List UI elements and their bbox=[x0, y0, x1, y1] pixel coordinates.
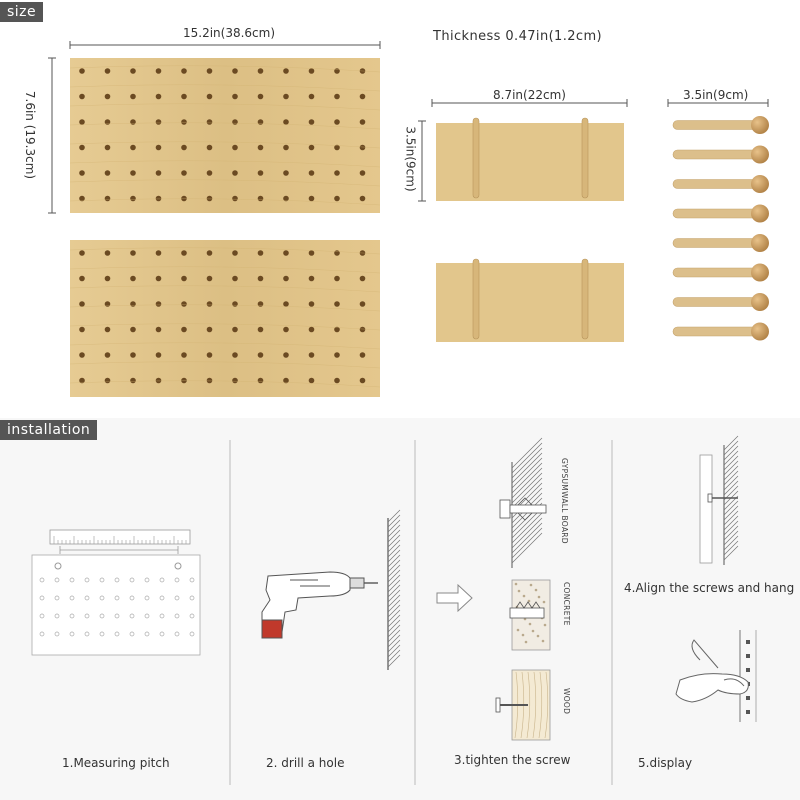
peg-hole bbox=[156, 196, 162, 202]
peg-hole bbox=[105, 327, 111, 333]
peg-hole bbox=[334, 378, 340, 384]
peg-hole bbox=[79, 352, 85, 358]
peg-hole bbox=[181, 378, 187, 384]
peg-hole bbox=[130, 119, 136, 125]
size-section-tag: size bbox=[0, 2, 43, 22]
peg-hole bbox=[334, 119, 340, 125]
peg-hole bbox=[181, 68, 187, 74]
peg-hole bbox=[283, 94, 289, 100]
peg-hole bbox=[130, 276, 136, 282]
peg-hole bbox=[207, 196, 213, 202]
peg-hole bbox=[156, 94, 162, 100]
peg-hole bbox=[360, 170, 366, 176]
shelf-bottom bbox=[436, 259, 624, 342]
peg-hole bbox=[309, 378, 315, 384]
wooden-peg bbox=[673, 234, 769, 252]
peg-hole bbox=[360, 196, 366, 202]
peg-hole bbox=[105, 250, 111, 256]
peg-hole bbox=[79, 327, 85, 333]
wooden-peg bbox=[673, 205, 769, 223]
shelf-top bbox=[436, 118, 624, 201]
wooden-peg bbox=[673, 293, 769, 311]
peg-hole bbox=[334, 94, 340, 100]
peg-hole bbox=[79, 276, 85, 282]
peg-hole bbox=[258, 170, 264, 176]
peg-hole bbox=[360, 301, 366, 307]
peg-hole bbox=[156, 352, 162, 358]
installation-section-tag: installation bbox=[0, 420, 97, 440]
peg-hole bbox=[258, 196, 264, 202]
peg-hole bbox=[130, 94, 136, 100]
concrete-label: CONCRETE bbox=[562, 582, 571, 626]
peg-hole bbox=[334, 352, 340, 358]
peg-hole bbox=[232, 276, 238, 282]
peg-hole bbox=[181, 276, 187, 282]
peg-hole bbox=[309, 276, 315, 282]
peg-hole bbox=[207, 276, 213, 282]
peg-hole bbox=[309, 196, 315, 202]
peg-hole bbox=[283, 327, 289, 333]
peg-hole bbox=[79, 119, 85, 125]
peg-hole bbox=[283, 250, 289, 256]
peg-hole bbox=[181, 94, 187, 100]
peg-hole bbox=[207, 352, 213, 358]
peg-hole bbox=[181, 301, 187, 307]
peg-hole bbox=[181, 170, 187, 176]
installation-panel bbox=[0, 418, 800, 800]
peg-hole bbox=[232, 170, 238, 176]
peg-hole bbox=[181, 352, 187, 358]
peg-hole bbox=[258, 327, 264, 333]
peg-hole bbox=[207, 378, 213, 384]
wooden-peg bbox=[673, 116, 769, 134]
peg-hole bbox=[283, 170, 289, 176]
gypsum-label: GYPSUMWALL BOARD bbox=[560, 458, 569, 544]
peg-hole bbox=[309, 145, 315, 151]
peg-hole bbox=[258, 250, 264, 256]
peg-hole bbox=[360, 94, 366, 100]
peg-hole bbox=[283, 145, 289, 151]
peg-hole bbox=[79, 250, 85, 256]
peg-hole bbox=[156, 119, 162, 125]
peg-hole bbox=[105, 378, 111, 384]
step-1-label: 1.Measuring pitch bbox=[62, 756, 170, 770]
peg-hole bbox=[156, 327, 162, 333]
peg-hole bbox=[105, 145, 111, 151]
peg-hole bbox=[309, 119, 315, 125]
peg-hole bbox=[258, 94, 264, 100]
thickness-label: Thickness 0.47in(1.2cm) bbox=[433, 29, 603, 44]
peg-hole bbox=[334, 250, 340, 256]
peg-hole bbox=[232, 68, 238, 74]
peg-hole bbox=[181, 250, 187, 256]
step-4-label: 4.Align the screws and hang bbox=[624, 581, 795, 595]
board-width-dimension-line bbox=[70, 41, 380, 49]
peg-hole bbox=[207, 145, 213, 151]
peg-hole bbox=[105, 276, 111, 282]
peg-hole bbox=[207, 301, 213, 307]
peg-hole bbox=[283, 276, 289, 282]
peg-hole bbox=[130, 196, 136, 202]
peg-hole bbox=[258, 352, 264, 358]
peg-hole bbox=[130, 68, 136, 74]
peg-hole bbox=[334, 196, 340, 202]
peg-hole bbox=[156, 145, 162, 151]
peg-hole bbox=[232, 250, 238, 256]
peg-hole bbox=[130, 250, 136, 256]
peg-hole bbox=[156, 276, 162, 282]
peg-hole bbox=[79, 301, 85, 307]
peg-hole bbox=[105, 170, 111, 176]
peg-hole bbox=[207, 119, 213, 125]
peg-hole bbox=[130, 145, 136, 151]
peg-hole bbox=[181, 119, 187, 125]
pegboard-top bbox=[70, 58, 380, 213]
peg-hole bbox=[207, 250, 213, 256]
peg-hole bbox=[130, 378, 136, 384]
peg-hole bbox=[105, 196, 111, 202]
peg-hole bbox=[105, 94, 111, 100]
shelf-width-label: 8.7in(22cm) bbox=[493, 88, 566, 102]
peg-hole bbox=[232, 327, 238, 333]
peg-hole bbox=[156, 378, 162, 384]
peg-hole bbox=[207, 94, 213, 100]
pegboard-bottom bbox=[70, 240, 380, 397]
board-height-label: 7.6in (19.3cm) bbox=[23, 90, 38, 180]
wooden-peg bbox=[673, 146, 769, 164]
step-5-label: 5.display bbox=[638, 756, 693, 770]
board-height-dimension-line bbox=[48, 58, 56, 213]
peg-hole bbox=[207, 170, 213, 176]
peg-hole bbox=[207, 327, 213, 333]
peg-hole bbox=[283, 68, 289, 74]
peg-hole bbox=[79, 145, 85, 151]
peg-hole bbox=[232, 119, 238, 125]
peg-hole bbox=[309, 301, 315, 307]
peg-hole bbox=[334, 170, 340, 176]
peg-hole bbox=[232, 94, 238, 100]
peg-hole bbox=[360, 145, 366, 151]
peg-hole bbox=[105, 68, 111, 74]
peg-hole bbox=[232, 378, 238, 384]
peg-hole bbox=[105, 352, 111, 358]
peg-hole bbox=[258, 276, 264, 282]
peg-hole bbox=[156, 170, 162, 176]
peg-hole bbox=[130, 170, 136, 176]
peg-hole bbox=[79, 94, 85, 100]
peg-hole bbox=[309, 352, 315, 358]
wood-label: WOOD bbox=[562, 688, 571, 715]
peg-hole bbox=[309, 327, 315, 333]
peg-hole bbox=[79, 68, 85, 74]
board-width-label: 15.2in(38.6cm) bbox=[183, 26, 276, 40]
step-3-label: 3.tighten the screw bbox=[454, 753, 571, 767]
peg-hole bbox=[283, 119, 289, 125]
peg-hole bbox=[232, 301, 238, 307]
peg-hole bbox=[334, 276, 340, 282]
peg-hole bbox=[334, 301, 340, 307]
peg-hole bbox=[360, 276, 366, 282]
peg-hole bbox=[232, 196, 238, 202]
wooden-peg bbox=[673, 323, 769, 341]
peg-hole bbox=[309, 68, 315, 74]
peg-hole bbox=[130, 301, 136, 307]
peg-hole bbox=[258, 145, 264, 151]
peg-hole bbox=[309, 94, 315, 100]
peg-hole bbox=[309, 170, 315, 176]
peg-hole bbox=[360, 378, 366, 384]
peg-hole bbox=[360, 119, 366, 125]
peg-hole bbox=[258, 378, 264, 384]
peg-hole bbox=[181, 327, 187, 333]
wooden-peg bbox=[673, 175, 769, 193]
peg-hole bbox=[207, 68, 213, 74]
step-2-label: 2. drill a hole bbox=[266, 756, 345, 770]
peg-hole bbox=[232, 352, 238, 358]
peg-hole bbox=[79, 170, 85, 176]
peg-hole bbox=[360, 327, 366, 333]
peg-hole bbox=[130, 352, 136, 358]
peg-length-label: 3.5in(9cm) bbox=[683, 88, 749, 102]
peg-hole bbox=[232, 145, 238, 151]
peg-hole bbox=[156, 250, 162, 256]
wooden-peg bbox=[673, 264, 769, 282]
peg-hole bbox=[258, 68, 264, 74]
shelf-height-dimension-line bbox=[418, 121, 426, 201]
peg-set bbox=[673, 116, 769, 341]
peg-hole bbox=[156, 68, 162, 74]
shelf-height-label: 3.5in(9cm) bbox=[403, 126, 418, 192]
peg-hole bbox=[360, 352, 366, 358]
peg-hole bbox=[181, 196, 187, 202]
peg-hole bbox=[283, 301, 289, 307]
peg-hole bbox=[309, 250, 315, 256]
peg-hole bbox=[334, 68, 340, 74]
peg-hole bbox=[181, 145, 187, 151]
peg-hole bbox=[156, 301, 162, 307]
peg-hole bbox=[283, 352, 289, 358]
peg-hole bbox=[130, 327, 136, 333]
